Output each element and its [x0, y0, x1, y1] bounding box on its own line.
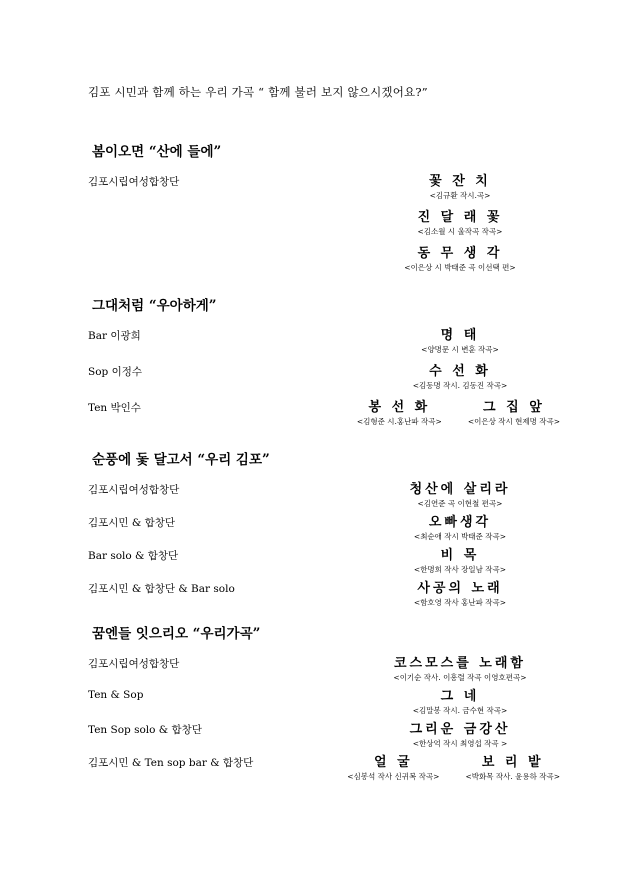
song-credit: <최순애 작시 박태준 작곡> — [413, 532, 507, 541]
song-cell — [410, 478, 511, 509]
song-cell — [418, 206, 503, 237]
song-cell — [347, 751, 439, 782]
section-heading: 순풍에 돛 달고서 “우리 김포” — [92, 452, 270, 468]
song-block — [360, 577, 560, 608]
song-line — [360, 324, 560, 355]
song-block — [360, 242, 560, 273]
song-title: 그 네 — [440, 689, 480, 704]
song-cell — [465, 751, 560, 782]
performer-label: Bar solo & 합창단 — [88, 550, 179, 562]
performer-label: 김포시립여성합창단 — [88, 176, 180, 188]
song-cell — [468, 396, 560, 427]
program-row — [88, 170, 560, 201]
song-line — [360, 718, 560, 749]
performer-label: 김포시립여성합창단 — [88, 658, 180, 670]
song-credit: <김규환 작시.곡> — [429, 191, 491, 200]
song-credit: <김형준 시.홍난파 작곡> — [356, 417, 442, 426]
song-title: 오빠생각 — [428, 515, 492, 530]
song-block — [360, 324, 560, 355]
song-block — [360, 652, 560, 683]
document-title: 김포 시민과 함께 하는 우리 가곡 “ 함께 불러 보지 않으시겠어요?” — [88, 85, 428, 99]
song-title: 보 리 밭 — [481, 755, 544, 770]
song-line — [360, 544, 560, 575]
song-line — [347, 751, 560, 782]
program-row — [88, 652, 560, 683]
song-cell — [414, 577, 506, 608]
song-credit: <김말봉 작시. 금수현 작곡> — [412, 706, 508, 715]
program-section — [88, 294, 560, 427]
song-title: 코스모스를 노래함 — [393, 656, 526, 671]
song-cell — [421, 324, 499, 355]
performer-label: 김포시민 & 합창단 — [88, 517, 176, 529]
song-line — [360, 360, 560, 391]
performer-label: 김포시민 & Ten sop bar & 합창단 — [88, 757, 254, 769]
song-title: 그 집 앞 — [483, 400, 545, 415]
song-credit: <함호영 작사 홍난파 작곡> — [413, 598, 507, 607]
song-block — [360, 544, 560, 575]
song-block — [360, 511, 560, 542]
program-row — [88, 242, 560, 273]
song-title: 비 목 — [440, 548, 480, 563]
song-cell — [429, 170, 491, 201]
section-heading: 그대처럼 “우아하게” — [92, 298, 217, 314]
performer-label: 김포시립여성합창단 — [88, 484, 180, 496]
song-block — [360, 685, 560, 716]
song-cell — [393, 652, 526, 683]
song-title: 청산에 살리라 — [409, 482, 511, 497]
song-line — [360, 685, 560, 716]
performer-label: Ten 박인수 — [88, 402, 141, 414]
program-row — [88, 324, 560, 355]
program-row — [88, 478, 560, 509]
program-row — [88, 396, 560, 427]
song-block — [360, 360, 560, 391]
song-credit: <한상억 작시 최영섭 작곡 > — [412, 739, 508, 748]
program-row — [88, 718, 560, 749]
song-line — [360, 652, 560, 683]
song-credit: <김연준 곡 이현철 편곡> — [417, 499, 503, 508]
program-row — [88, 544, 560, 575]
song-line — [360, 577, 560, 608]
performer-label: 김포시민 & 합창단 & Bar solo — [88, 583, 235, 595]
program-row — [88, 360, 560, 391]
song-title: 사공의 노래 — [417, 581, 503, 596]
program-section — [88, 622, 560, 782]
song-cell — [410, 718, 511, 749]
document-content — [88, 84, 560, 786]
song-credit: <한명희 작사 장일남 작곡> — [413, 565, 507, 574]
song-title: 꽃 잔 치 — [429, 174, 491, 189]
song-title: 명 태 — [440, 328, 480, 343]
song-title: 동 무 생 각 — [417, 246, 503, 261]
song-block — [360, 718, 560, 749]
song-credit: <이기순 작사. 이흥렬 작곡 이영호편곡> — [393, 673, 527, 682]
song-credit: <김동명 작시. 김동진 작곡> — [412, 381, 508, 390]
program-row — [88, 511, 560, 542]
song-line — [357, 396, 560, 427]
song-line — [360, 206, 560, 237]
song-block — [360, 170, 560, 201]
song-title: 그리운 금강산 — [409, 722, 511, 737]
song-cell — [414, 544, 506, 575]
section-spacer — [88, 612, 560, 622]
song-credit: <김소월 시 울작곡 작곡> — [417, 227, 503, 236]
song-line — [360, 511, 560, 542]
performer-label: Ten Sop solo & 합창단 — [88, 724, 202, 736]
song-credit: <박화목 작사. 윤용하 작곡> — [465, 772, 560, 781]
section-heading: 봄이오면 “산에 들에” — [92, 144, 222, 160]
song-block — [357, 396, 560, 427]
song-cell — [357, 396, 442, 427]
song-credit: <심봉석 작사 신귀복 작곡> — [347, 772, 440, 781]
song-title: 봉 선 화 — [368, 400, 431, 415]
program-row — [88, 685, 560, 716]
song-credit: <이은상 시 박태준 곡 이선택 편> — [404, 263, 516, 272]
song-line — [360, 478, 560, 509]
program-row — [88, 577, 560, 608]
song-cell — [414, 511, 506, 542]
song-cell — [413, 685, 508, 716]
song-block — [360, 478, 560, 509]
song-credit: <양명문 시 변훈 작곡> — [421, 345, 499, 354]
song-block — [360, 206, 560, 237]
section-spacer — [88, 278, 560, 294]
performer-label: Ten & Sop — [88, 689, 144, 701]
program-section — [88, 140, 560, 273]
section-spacer — [88, 432, 560, 448]
song-title: 얼 굴 — [374, 755, 413, 770]
song-cell — [404, 242, 515, 273]
song-credit: <이은상 작시 현제명 작곡> — [467, 417, 560, 426]
song-block — [347, 751, 560, 782]
song-line — [360, 242, 560, 273]
song-line — [360, 170, 560, 201]
song-title: 진 달 래 꽃 — [417, 210, 503, 225]
performer-label: Bar 이광희 — [88, 330, 141, 342]
program-section — [88, 448, 560, 608]
program-row — [88, 206, 560, 237]
song-title: 수 선 화 — [429, 364, 491, 379]
section-heading: 꿈엔들 잇으리오 “우리가곡” — [92, 626, 261, 642]
program-row — [88, 751, 560, 782]
song-cell — [413, 360, 508, 391]
performer-label: Sop 이정수 — [88, 366, 143, 378]
